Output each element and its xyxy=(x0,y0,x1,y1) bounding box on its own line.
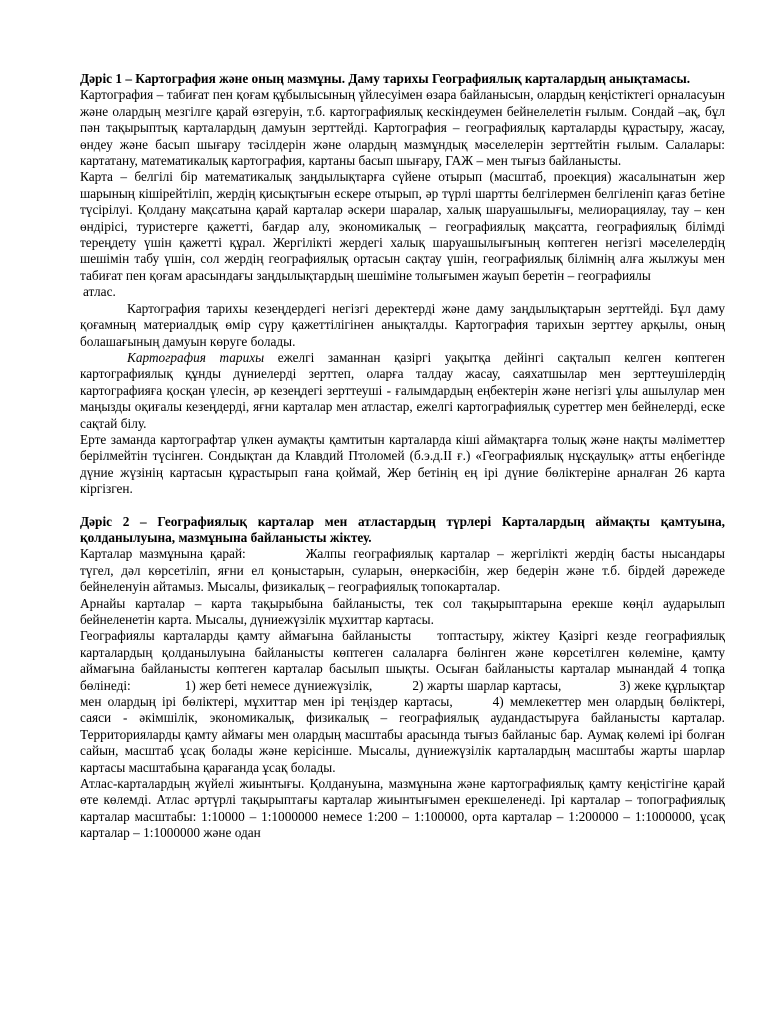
coverage-lead: Географиялы карталарды қамту аймағына байланысты xyxy=(80,628,412,644)
group-1: 1) жер беті немесе дүниежүзілік, xyxy=(184,677,373,693)
lesson-2-title: Дәріс 2 – Географиялық карталар мен атластардың түрлері Карталардың аймақты қамтуына, қолданылуына, мазмұнына байланысты жіктеу. xyxy=(80,513,725,545)
lesson-1-paragraph-history-detail xyxy=(80,350,725,432)
lesson-1-paragraph-history: Картография тарихы кезеңдердегі негізгі деректерді және даму заңдылықтарын зерттейді. Бұл даму қоғамның материалдық өмір сүру қажеттілігінен анықталды. Картография тарихын зерттеу арқылы, оның болашағының дамуын көруге болады. xyxy=(80,300,725,349)
group-2: 2) жарты шарлар картасы, xyxy=(412,677,562,693)
coverage-text: топтастыру, жіктеу Қазіргі кезде географиялық карталардың қолданылуына байланысты көптеген салаларға бөлінген және көрсетілген көлеміне, қамту аймағына байланысты көптеген карталар басылып шықты. Осыған байланысты карталар мынандай 4 топқа бөлінеді: xyxy=(80,628,725,693)
group-4: 4) мемлекеттер мен олардың бөліктері, саяси - әкімшілік, экономикалық, физикалық – географиялық аудандастыруға байланысты карталар. Территорияларды қамту аймағы мен олардың масштабы арасында тығыз байланыс бар. Аумақ көлемі ірі болған сайын, масштаб ұсақ болады және керісінше. Мысалы, дүниежүзілік карталардың масштабы жарты шарлар картасы масштабына қарағанда ұсақ болады. xyxy=(80,694,726,775)
history-text: ежелгі заманнан қазіргі уақытқа дейінгі сақталып келген көптеген картографиялық құнды дүниелерді зерттеп, оларға талдау жасау, саяхатшылар мен зерттеушілердің картографияға қосқан үлесін, әр кезеңдегі зерттеуші - ғалымдардың еңбектерін және негізгі ұлы ашылулар мен маңызды оқиғалы кезеңдерді, яғни карталар мен атластар, ежелгі картографиялық суреттер мен бейнелерді, еске сақтай білу. xyxy=(80,349,725,431)
lesson-1-title: Дәріс 1 – Картография және оның мазмұны. Даму тарихы Географиялық карталардың анықтамасы. xyxy=(80,71,691,86)
history-term: Картография тарихы xyxy=(127,349,265,365)
content-lead: Карталар мазмұнына қарай: xyxy=(80,546,246,562)
lesson-2-paragraph-content xyxy=(80,546,725,595)
lesson-1-paragraph-map-tail: атлас. xyxy=(83,284,116,300)
content-text: Жалпы географиялық карталар – жергілікті жердің басты нысандары түгел, дәл көрсетіліп, яғни ел қоныстарын, суларын, өнеркәсібін, жер бедерін және т.б. бірдей дәрежеде бейнеленуін айтамыз. Мысалы, физикалық – географиялық топокарталар. xyxy=(80,546,725,595)
group-3: 3) жеке құрлықтар мен олардың ірі бөліктері, мұхиттар мен ірі теңіздер картасы, xyxy=(80,677,725,710)
lesson-2-paragraph-special: Арнайы карталар – карта тақырыбына байланысты, тек сол тақырыптарына ерекше көңіл аударылып бейнеленетін карта. Мысалы, дүниежүзілік мұхиттар картасы. xyxy=(80,595,725,627)
lesson-1-paragraph-map: Карта – белгілі бір математикалық заңдылықтарға сүйене отырып (масштаб, проекция) жасалынатын жер шарының кішірейтіліп, жердің қисықтығын ескере отырып, әр түрлі шартты белгілермен белгіленіп қағаз бетіне түсірілуі. Қолдану мақсатына қарай карталар әскери шаралар, халық шаруашылығы, мелиорациялау, тау – кен өндірісі, туристерге қажетті, бағдар алу, экономикалық – географиялық мақсатта, географиялық білімді тереңдету үшін қажетті құрал. Жергілікті жердегі халық шаруашылығының көптеген негізгі мәселелердің шешімін табу үшін, сол жердің географиялық ортасын сақтау үшін, географиялық білімнің алға жылжуы мен табиғат пен қоғам арасындағы заңдылықтардың шешіміне толығымен жауып беретін – географиялы xyxy=(80,169,725,283)
lesson-1-paragraph-ptolemy: Ерте заманда картографтар үлкен аумақты қамтитын карталарда кіші аймақтарға толық және нақты мәліметтер берілмейтін түсінген. Сондықтан да Клавдий Птоломей (б.э.д.II ғ.) «Географиялық нұсқаулық» атты еңбегінде дүние жүзінің картасын құрастырып ғана қоймай, Жер бетінің ең ірі дүние бөліктеріне арналған 26 карта кіргізген. xyxy=(80,431,725,497)
lesson-2-paragraph-coverage xyxy=(80,628,725,776)
document-body xyxy=(80,71,725,842)
lesson-1-paragraph-cartography: Картография – табиғат пен қоғам құбылысының үйлесуімен өзара байланысын, олардың кеңістіктегі орналасуын және олардың мезгілге қарай өзгеруін, т.б. картографиялық кескіндеумен бейнелелетін ғылым. Сондай –ақ, бұл пән тақырыптық карталардың дамуын зерттейді. Картография – географиялық карталарды құрастыру, жасау, өндеу және басып шығару тәсілдерін және олардың мазмұндық мәселелерін зерттейтін ғылым. Салалары: картатану, математикалық картография, картаны басып шығару, ГАЖ – мен тығыз байланысты. xyxy=(80,87,725,169)
lesson-2-paragraph-atlas: Атлас-карталардың жүйелі жиынтығы. Қолдануына, мазмұнына және картографиялық қамту кеңістігіне қарай өте көлемді. Атлас әртүрлі тақырыптағы карталар жиынтығымен ерекшеленеді. Ірі карталар – топографиялық карталар масштабы: 1:10000 – 1:1000000 немесе 1:200 – 1:100000, орта карталар – 1:200000 – 1:1000000, ұсақ карталар – 1:1000000 және одан xyxy=(80,776,725,841)
